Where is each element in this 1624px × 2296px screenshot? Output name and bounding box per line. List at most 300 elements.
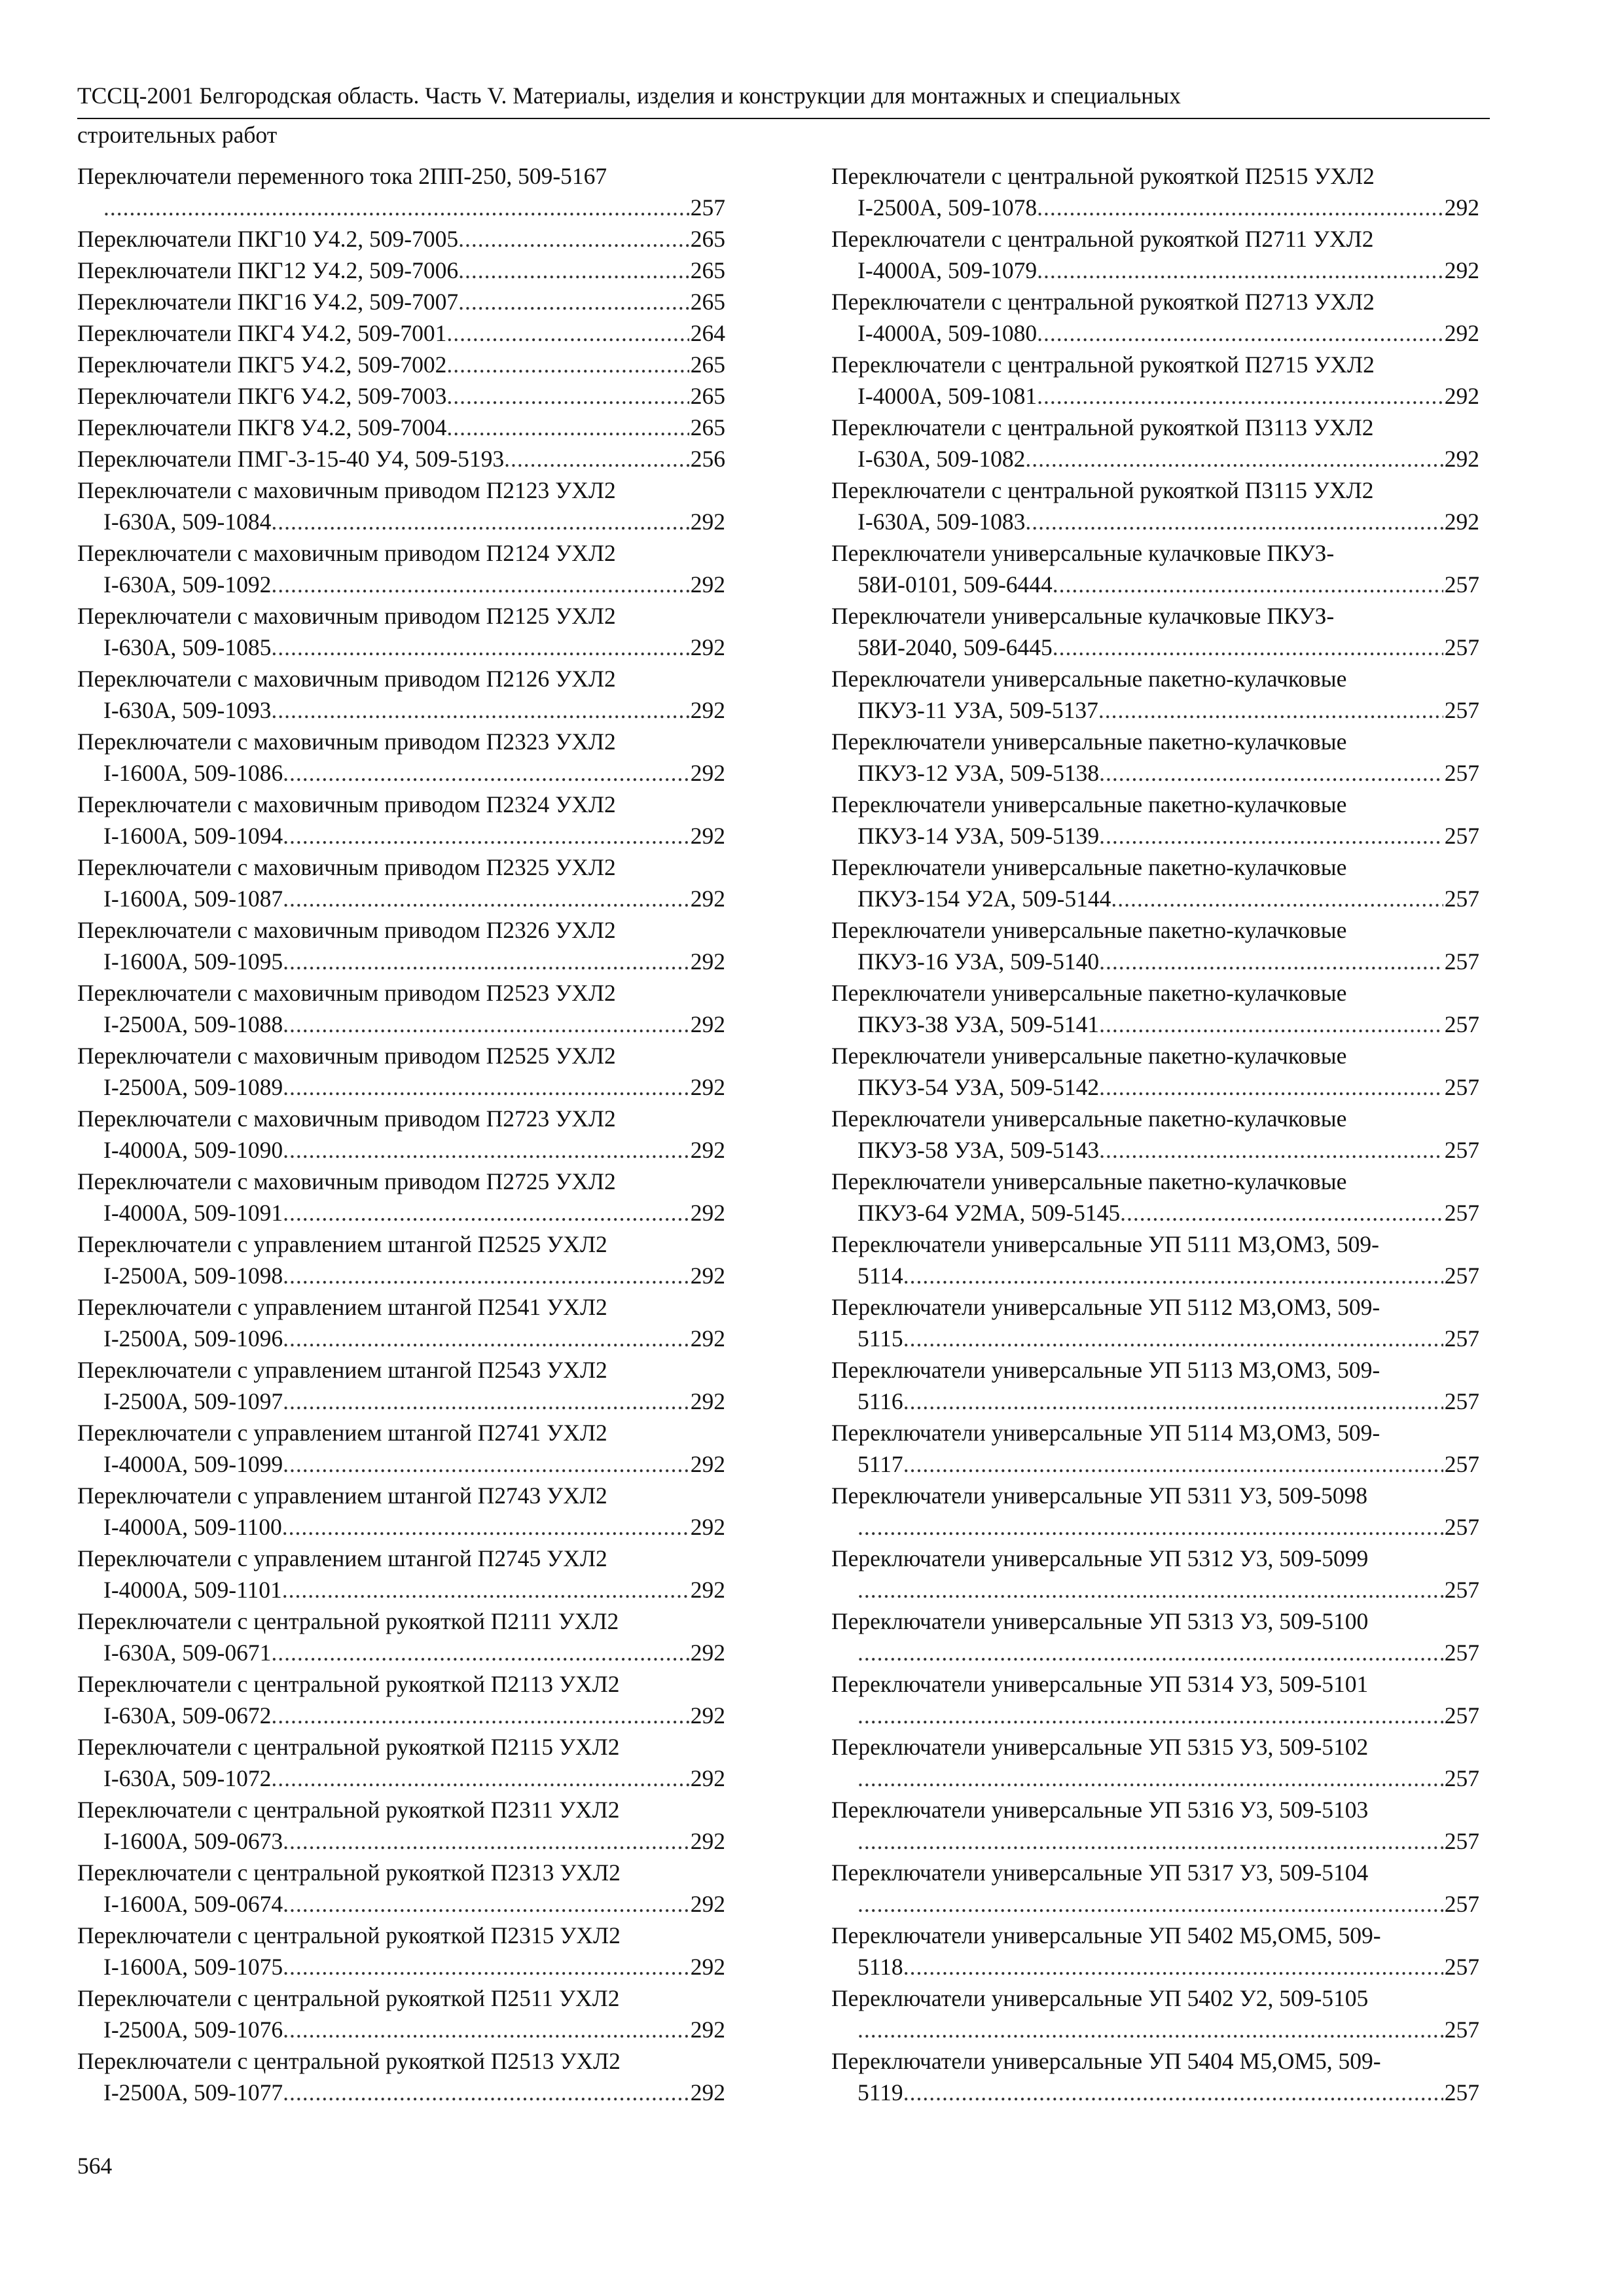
index-entry [77,537,725,600]
dot-leader [283,1448,689,1480]
index-entry-text: Переключатели с центральной рукояткой П2315 УХЛ2 [77,1922,621,1948]
index-entry-page: 257 [1444,1702,1479,1729]
index-entry-line [831,349,1479,380]
index-entry-continuation [831,1574,1479,1605]
index-entry-text: Переключатели универсальные УП 5404 М5,ОМ5, 509- [831,2048,1381,2074]
index-entry-line [77,1040,725,1071]
index-entry [77,380,725,412]
index-entry-text: Переключатели универсальные УП 5113 М3,ОМ3, 509- [831,1357,1380,1383]
index-entry-line [77,1166,725,1197]
dot-leader [1037,380,1443,412]
index-entry-line [77,1543,725,1574]
index-entry-page: 292 [1444,320,1479,346]
dot-leader [283,1134,689,1166]
index-entry-continuation [831,694,1479,726]
index-entry [831,160,1479,223]
index-entry-text: Переключатели с маховичным приводом П2725 УХЛ2 [77,1168,616,1194]
index-entry-text: Переключатели с центральной рукояткой П2113 УХЛ2 [77,1671,620,1697]
index-entry-text: I-630А, 509-1085 [103,634,272,660]
index-entry-line [831,1480,1479,1511]
dot-leader [903,1386,1443,1417]
index-entry-line [77,255,725,286]
index-entry [831,1731,1479,1794]
index-entry-continuation [831,1763,1479,1794]
index-entry-text: I-630А, 509-1072 [103,1765,272,1791]
index-entry-page: 257 [1444,1263,1479,1289]
index-entry [77,852,725,914]
index-entry-continuation [77,1951,725,1982]
dot-leader [1098,694,1443,726]
index-entry-page: 292 [690,634,725,660]
index-entry-page: 257 [1444,1514,1479,1540]
dot-leader [1037,192,1443,223]
index-entry-page: 257 [1444,634,1479,660]
index-entry-text: Переключатели с центральной рукояткой П2511 УХЛ2 [77,1985,620,2011]
index-entry-continuation [831,1700,1479,1731]
dot-leader [903,2077,1443,2108]
index-entry-page: 292 [690,1011,725,1037]
index-entry-text: Переключатели с маховичным приводом П2125 УХЛ2 [77,603,616,629]
index-entry-text: Переключатели с центральной рукояткой П2513 УХЛ2 [77,2048,621,2074]
index-entry-line [831,1794,1479,1825]
index-entry [831,1920,1479,1982]
dot-leader [857,1574,1443,1605]
dot-leader [1099,946,1443,977]
dot-leader [1120,1197,1443,1229]
index-entry-page: 292 [690,1325,725,1352]
index-entry-text: I-630А, 509-1083 [857,509,1026,535]
index-entry-text: Переключатели с центральной рукояткой П3113 УХЛ2 [831,414,1374,440]
index-entry-page: 257 [1444,1074,1479,1100]
dot-leader [903,1323,1443,1354]
index-entry-text: I-4000А, 509-1081 [857,383,1038,409]
index-entry-page: 257 [1444,571,1479,598]
index-entry-page: 257 [1444,697,1479,723]
index-entry-text: Переключатели универсальные пакетно-кулачковые [831,1168,1347,1194]
index-entry-page: 257 [1444,1640,1479,1666]
index-entry-continuation [77,1260,725,1291]
dot-leader [857,1888,1443,1920]
index-entry-page: 257 [1444,2079,1479,2106]
index-entry-text: Переключатели универсальные УП 5112 М3,ОМ3, 509- [831,1294,1380,1320]
index-entry [831,852,1479,914]
dot-leader [1037,317,1443,349]
index-entry-text: I-630А, 509-0672 [103,1702,272,1729]
index-entry-text: ПКУЗ-38 УЗА, 509-5141 [857,1011,1100,1037]
index-entry-continuation [77,1009,725,1040]
index-entry [831,1605,1479,1668]
index-entry-line [77,852,725,883]
index-entry-continuation [77,569,725,600]
index-entry [77,1417,725,1480]
index-entry [77,160,725,223]
index-entry-text: I-4000А, 509-1080 [857,320,1038,346]
index-entry-continuation [831,1888,1479,1920]
dot-leader [283,883,689,914]
index-entry-text: ПКУЗ-12 УЗА, 509-5138 [857,760,1100,786]
dot-leader [857,1700,1443,1731]
index-entry-text: Переключатели универсальные пакетно-кулачковые [831,728,1347,755]
index-entry-text: ПКУЗ-54 УЗА, 509-5142 [857,1074,1100,1100]
index-entry-line [77,286,725,317]
index-entry-line [831,223,1479,255]
index-entry-text: I-1600А, 509-0674 [103,1891,283,1917]
index-entry-text: 5117 [857,1451,903,1477]
index-entry-line [831,663,1479,694]
index-entry-line [831,726,1479,757]
index-entry-continuation [831,317,1479,349]
index-entry [77,443,725,475]
index-entry-text: Переключатели универсальные УП 5317 У3, 509-5104 [831,1859,1369,1886]
index-entry [831,1354,1479,1417]
index-entry-continuation [831,443,1479,475]
index-entry-text: I-1600А, 509-1075 [103,1954,283,1980]
dot-leader [903,1951,1443,1982]
index-entry-text: Переключатели универсальные УП 5402 У2, 509-5105 [831,1985,1369,2011]
dot-leader [857,1763,1443,1794]
index-entry-page: 257 [1444,1388,1479,1414]
index-entry-text: Переключатели с управлением штангой П2745 УХЛ2 [77,1545,607,1571]
index-entry-text: Переключатели универсальные УП 5315 У3, 509-5102 [831,1734,1369,1760]
dot-leader [283,1888,689,1920]
index-entry-continuation [831,1951,1479,1982]
dot-leader [1099,1009,1443,1040]
index-entry-line [831,1857,1479,1888]
index-entry-page: 265 [690,414,725,440]
index-column-right [831,160,1479,2108]
index-entry-text: I-1600А, 509-1086 [103,760,283,786]
dot-leader [1099,1134,1443,1166]
index-entry-page: 257 [1444,823,1479,849]
index-entry-line [77,977,725,1009]
index-entry-line [831,412,1479,443]
index-entry-page: 257 [1444,1451,1479,1477]
index-entry [77,2045,725,2108]
index-entry-line [831,1229,1479,1260]
index-entry-text: Переключатели с маховичным приводом П2523 УХЛ2 [77,980,616,1006]
index-entry-continuation [77,2014,725,2045]
index-entry-continuation [77,1386,725,1417]
index-entry [77,286,725,317]
index-entry-page: 257 [1444,886,1479,912]
index-entry-text: Переключатели универсальные УП 5111 М3,ОМ3, 509- [831,1231,1379,1257]
dot-leader [283,1825,689,1857]
index-entry-page: 256 [690,446,725,472]
index-entry-line [77,1229,725,1260]
index-entry [831,726,1479,789]
index-entry-text: Переключатели ПКГ4 У4.2, 509-7001 [77,320,447,346]
dot-leader [1053,632,1443,663]
index-entry-text: 5115 [857,1325,903,1352]
index-entry-continuation [77,1511,725,1543]
index-entry-text: ПКУЗ-154 У2А, 509-5144 [857,886,1111,912]
index-entry-text: Переключатели универсальные кулачковые ПКУЗ- [831,540,1335,566]
index-entry-continuation [831,192,1479,223]
index-entry [77,600,725,663]
index-entry-text: ПКУЗ-58 УЗА, 509-5143 [857,1137,1100,1163]
index-entry [77,1103,725,1166]
index-entry-page: 257 [1444,1325,1479,1352]
index-entry-continuation [77,1134,725,1166]
index-entry-line [831,537,1479,569]
dot-leader [857,2014,1443,2045]
dot-leader [1025,443,1443,475]
index-entry [831,1480,1479,1543]
index-entry-continuation [831,1009,1479,1040]
index-entry-line [77,914,725,946]
index-entry-page: 257 [1444,1891,1479,1917]
index-entry-text: Переключатели с маховичным приводом П2123 УХЛ2 [77,477,616,503]
index-entry-page: 265 [690,257,725,283]
index-entry-continuation [77,1574,725,1605]
index-entry-page: 292 [690,697,725,723]
index-entry-page: 292 [690,1702,725,1729]
index-entry-line [77,1731,725,1763]
index-entry-text: I-2500А, 509-1076 [103,2017,283,2043]
index-entry [831,1543,1479,1605]
index-entry-page: 292 [1444,509,1479,535]
index-entry-page: 292 [690,886,725,912]
index-entry-text: I-1600А, 509-0673 [103,1828,283,1854]
index-entry-page: 265 [690,383,725,409]
index-entry [831,537,1479,600]
index-entry-continuation [77,632,725,663]
index-entry-text: Переключатели с центральной рукояткой П2711 УХЛ2 [831,226,1374,252]
index-entry [831,1040,1479,1103]
index-entry-page: 292 [690,948,725,975]
index-entry [77,349,725,380]
index-entry-text: Переключатели с центральной рукояткой П2715 УХЛ2 [831,351,1375,378]
index-entry [77,1229,725,1291]
index-entry [77,475,725,537]
index-entry-page: 292 [690,2079,725,2106]
index-entry [77,1291,725,1354]
index-entry-text: I-4000А, 509-1099 [103,1451,283,1477]
index-entry-line [77,1668,725,1700]
index-entry-continuation [77,1448,725,1480]
index-entry [831,1668,1479,1731]
index-entry-text: I-2500А, 509-1088 [103,1011,283,1037]
index-entry-continuation [77,757,725,789]
index-entry-continuation [77,1700,725,1731]
index-entry-text: Переключатели ПКГ10 У4.2, 509-7005 [77,226,459,252]
index-entry-text: Переключатели с центральной рукояткой П2713 УХЛ2 [831,289,1375,315]
index-entry-line [831,852,1479,883]
index-entry-line [831,1291,1479,1323]
index-entry-page: 292 [1444,383,1479,409]
index-entry-text: Переключатели с управлением штангой П2741 УХЛ2 [77,1420,607,1446]
index-entry-page: 292 [690,1828,725,1854]
index-entry [77,726,725,789]
index-entry-text: Переключатели с центральной рукояткой П2115 УХЛ2 [77,1734,620,1760]
index-entry-text: I-2500А, 509-1077 [103,2079,283,2106]
dot-leader [1025,506,1443,537]
index-entry-text: Переключатели универсальные пакетно-кулачковые [831,980,1347,1006]
index-entry-line [77,349,725,380]
index-entry-page: 257 [1444,948,1479,975]
index-entry [831,349,1479,412]
index-entry-line [77,1417,725,1448]
index-entry-continuation [831,2014,1479,2045]
index-entry-line [831,1668,1479,1700]
dot-leader [857,1825,1443,1857]
index-entry-line [77,789,725,820]
index-entry [77,789,725,852]
index-entry [77,663,725,726]
index-entry-text: I-1600А, 509-1094 [103,823,283,849]
index-entry-line [77,317,725,349]
index-entry-continuation [831,1197,1479,1229]
index-entry-page: 265 [690,289,725,315]
index-entry-text: 5119 [857,2079,903,2106]
index-entry-text: 5114 [857,1263,903,1289]
dot-leader [446,349,689,380]
index-entry-continuation [831,1511,1479,1543]
index-entry-line [831,1920,1479,1951]
index-entry [831,789,1479,852]
index-entry [831,1794,1479,1857]
index-entry-continuation [77,820,725,852]
index-entry-continuation [77,192,725,223]
index-entry-continuation [77,1637,725,1668]
index-entry-text: Переключатели с маховичным приводом П2325 УХЛ2 [77,854,616,880]
index-entry-text: 5118 [857,1954,903,1980]
index-entry-continuation [831,2077,1479,2108]
index-entry-text: Переключатели универсальные УП 5311 У3, 509-5098 [831,1482,1367,1509]
dot-leader [283,1951,689,1982]
dot-leader [458,255,689,286]
dot-leader [857,1637,1443,1668]
dot-leader [1053,569,1443,600]
index-entry-line [77,1103,725,1134]
index-entry [831,1103,1479,1166]
index-entry-text: Переключатели с центральной рукояткой П3115 УХЛ2 [831,477,1374,503]
index-entry [831,663,1479,726]
index-entry [77,1731,725,1794]
index-entry-text: I-630А, 509-1093 [103,697,272,723]
index-entry-continuation [831,506,1479,537]
index-entry-page: 292 [690,1514,725,1540]
dot-leader [903,1260,1443,1291]
index-entry-text: Переключатели с маховичным приводом П2124 УХЛ2 [77,540,616,566]
dot-leader [283,757,689,789]
index-entry-page: 292 [690,1765,725,1791]
index-entry-line [831,789,1479,820]
index-entry-text: Переключатели универсальные пакетно-кулачковые [831,791,1347,817]
index-entry-line [77,1480,725,1511]
dot-leader [283,820,689,852]
index-entry-page: 257 [1444,1200,1479,1226]
dot-leader [271,1637,689,1668]
index-entry-page: 292 [690,1074,725,1100]
index-entry-continuation [77,1323,725,1354]
dot-leader [1099,757,1443,789]
index-entry-page: 292 [690,1388,725,1414]
index-entry-text: Переключатели с центральной рукояткой П2515 УХЛ2 [831,163,1375,189]
index-entry-line [831,600,1479,632]
index-entry [831,977,1479,1040]
index-entry-text: I-2500А, 509-1078 [857,194,1038,221]
dot-leader [1099,820,1443,852]
index-entry-text: Переключатели с центральной рукояткой П2311 УХЛ2 [77,1797,620,1823]
index-entry [831,1166,1479,1229]
index-entry-text: Переключатели ПКГ12 У4.2, 509-7006 [77,257,459,283]
index-entry-page: 292 [690,1263,725,1289]
index-entry-text: Переключатели универсальные УП 5114 М3,ОМ3, 509- [831,1420,1380,1446]
index-entry-text: Переключатели универсальные кулачковые ПКУЗ- [831,603,1335,629]
index-entry-line [831,914,1479,946]
index-entry-text: 58И-0101, 509-6444 [857,571,1053,598]
index-entry-page: 257 [1444,1954,1479,1980]
index-entry-text: Переключатели универсальные пакетно-кулачковые [831,917,1347,943]
index-entry-text: Переключатели с маховичным приводом П2323 УХЛ2 [77,728,616,755]
index-entry-text: Переключатели с маховичным приводом П2723 УХЛ2 [77,1105,616,1132]
index-entry-page: 257 [690,194,725,221]
dot-leader [1037,255,1443,286]
index-entry-page: 265 [690,351,725,378]
dot-leader [1111,883,1443,914]
dot-leader [857,1511,1443,1543]
dot-leader [458,286,689,317]
index-entry-text: Переключатели ПКГ8 У4.2, 509-7004 [77,414,447,440]
index-entry-continuation [831,1134,1479,1166]
index-entry-text: Переключатели универсальные УП 5314 У3, 509-5101 [831,1671,1369,1697]
index-entry-text: Переключатели универсальные пакетно-кулачковые [831,1105,1347,1132]
index-entry [77,1543,725,1605]
index-entry-line [831,1166,1479,1197]
index-entry-text: I-1600А, 509-1095 [103,948,283,975]
index-entry-continuation [831,1448,1479,1480]
index-entry-text: Переключатели с маховичным приводом П2525 УХЛ2 [77,1043,616,1069]
index-entry [77,1668,725,1731]
index-entry-line [831,1605,1479,1637]
index-entry [831,1982,1479,2045]
index-entry [77,255,725,286]
index-entry-text: I-630А, 509-1082 [857,446,1026,472]
index-entry-page: 265 [690,226,725,252]
index-entry-page: 292 [690,1954,725,1980]
index-entry-page: 264 [690,320,725,346]
index-entry-line [77,1794,725,1825]
index-entry-text: ПКУЗ-11 УЗА, 509-5137 [857,697,1098,723]
index-entry-line [831,1543,1479,1574]
index-entry-continuation [831,1071,1479,1103]
index-entry-page: 292 [1444,257,1479,283]
index-entry-continuation [77,883,725,914]
index-entry-line [831,2045,1479,2077]
index-column-left [77,160,725,2108]
index-entry-text: Переключатели универсальные пакетно-кулачковые [831,854,1347,880]
index-entry [831,1229,1479,1291]
index-entry-continuation [831,569,1479,600]
index-entry-text: I-630А, 509-0671 [103,1640,272,1666]
index-entry-line [831,475,1479,506]
index-entry-page: 292 [690,509,725,535]
index-entry-text: Переключатели ПКГ5 У4.2, 509-7002 [77,351,447,378]
index-entry [77,1480,725,1543]
index-entry-line [77,475,725,506]
index-entry [77,1605,725,1668]
dot-leader [271,694,689,726]
dot-leader [283,2014,689,2045]
index-entry-text: I-630А, 509-1092 [103,571,272,598]
index-entry-text: Переключатели универсальные пакетно-кулачковые [831,666,1347,692]
index-entry-line [831,977,1479,1009]
index-entry [77,412,725,443]
dot-leader [903,1448,1443,1480]
index-entry-text: Переключатели с маховичным приводом П2324 УХЛ2 [77,791,616,817]
dot-leader [103,192,689,223]
